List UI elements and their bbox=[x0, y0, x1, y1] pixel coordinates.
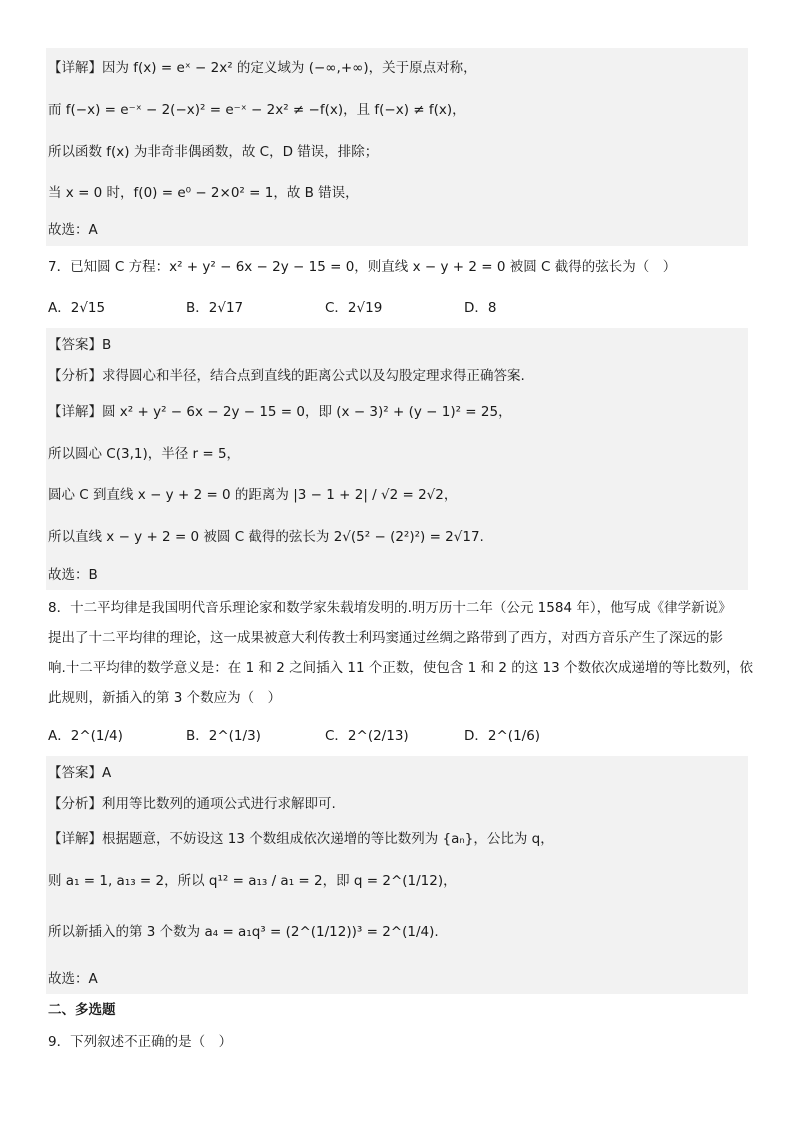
b3-line-2: 【分析】利用等比数列的通项公式进行求解即可. bbox=[48, 796, 336, 812]
q8-line-1: 8．十二平均律是我国明代音乐理论家和数学家朱载堉发明的.明万历十二年（公元 1584 年），他写成《律学新说》 bbox=[48, 600, 732, 616]
b1-line-2: 而 f(−x) = e⁻ˣ − 2(−x)² = e⁻ˣ − 2x² ≠ −f(x)，且 f(−x) ≠ f(x)， bbox=[48, 102, 466, 118]
b2-line-6: 所以直线 x − y + 2 = 0 被圆 C 截得的弦长为 2√(5² − (2²)²) = 2√17. bbox=[48, 529, 484, 545]
q8-line-4: 此规则，新插入的第 3 个数应为（ ） bbox=[48, 690, 282, 706]
b2-line-5: 圆心 C 到直线 x − y + 2 = 0 的距离为 |3 − 1 + 2| / √2 = 2√2， bbox=[48, 487, 458, 503]
b3-line-6: 故选：A bbox=[48, 971, 98, 987]
b1-line-3: 所以函数 f(x) 为非奇非偶函数，故 C，D 错误，排除； bbox=[48, 144, 379, 160]
b1-line-5: 故选：A bbox=[48, 222, 98, 238]
q7-stem: 7．已知圆 C 方程：x² + y² − 6x − 2y − 15 = 0，则直线 x − y + 2 = 0 被圆 C 截得的弦长为（ ） bbox=[48, 259, 677, 275]
b2-line-3: 【详解】圆 x² + y² − 6x − 2y − 15 = 0，即 (x − 3)² + (y − 1)² = 25， bbox=[48, 404, 512, 420]
section-heading: 二、多选题 bbox=[48, 1002, 116, 1018]
q8-option-d: D．2^(1/6) bbox=[464, 728, 541, 744]
q8-line-2: 提出了十二平均律的理论，这一成果被意大利传教士利玛窦通过丝绸之路带到了西方，对西方音乐产生了深远的影 bbox=[48, 630, 723, 646]
q7-option-c: C．2√19 bbox=[325, 300, 383, 316]
b2-line-1: 【答案】B bbox=[48, 337, 112, 353]
q7-option-d: D．8 bbox=[464, 300, 497, 316]
b3-line-4: 则 a₁ = 1, a₁₃ = 2，所以 q¹² = a₁₃ / a₁ = 2，即 q = 2^(1/12)， bbox=[48, 873, 457, 889]
b1-line-4: 当 x = 0 时，f(0) = e⁰ − 2×0² = 1，故 B 错误， bbox=[48, 185, 359, 201]
b3-line-5: 所以新插入的第 3 个数为 a₄ = a₁q³ = (2^(1/12))³ = 2^(1/4). bbox=[48, 924, 439, 940]
q8-option-b: B．2^(1/3) bbox=[186, 728, 261, 744]
q9-stem: 9．下列叙述不正确的是（ ） bbox=[48, 1034, 233, 1050]
q7-option-b: B．2√17 bbox=[186, 300, 244, 316]
b2-line-2: 【分析】求得圆心和半径，结合点到直线的距离公式以及勾股定理求得正确答案. bbox=[48, 368, 525, 384]
q7-option-a: A．2√15 bbox=[48, 300, 106, 316]
b3-line-1: 【答案】A bbox=[48, 765, 112, 781]
q8-line-3: 响.十二平均律的数学意义是：在 1 和 2 之间插入 11 个正数，使包含 1 和 2 的这 13 个数依次成递增的等比数列，依 bbox=[48, 660, 753, 676]
b1-line-1: 【详解】因为 f(x) = eˣ − 2x² 的定义域为 (−∞,+∞)，关于原点对称， bbox=[48, 60, 477, 76]
b2-line-4: 所以圆心 C(3,1)，半径 r = 5， bbox=[48, 446, 241, 462]
q8-option-a: A．2^(1/4) bbox=[48, 728, 123, 744]
b2-line-7: 故选：B bbox=[48, 567, 98, 583]
b3-line-3: 【详解】根据题意，不妨设这 13 个数组成依次递增的等比数列为 {aₙ}，公比为 q， bbox=[48, 831, 554, 847]
q8-option-c: C．2^(2/13) bbox=[325, 728, 409, 744]
